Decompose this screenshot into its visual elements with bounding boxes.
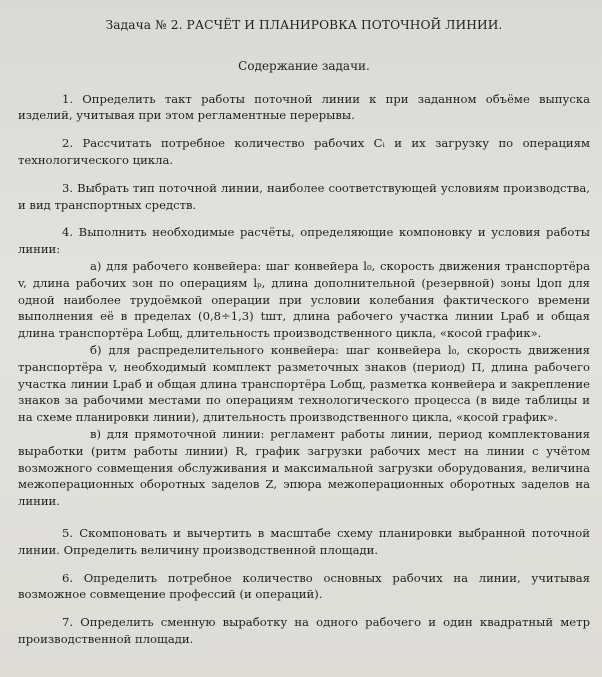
document-title: Задача № 2. РАСЧЁТ И ПЛАНИРОВКА ПОТОЧНОЙ ЛИНИИ. <box>105 18 503 32</box>
task-item-4a: а) для рабочего конвейера: шаг конвейера l₀, скорость движения транспортёра v, длина рабочих зон по операциям lₚ, длина дополнительной (резервной) зоны lдоп для одной наиболее трудоёмкой операции при условии колебания фактического времени выполнения её в пределах (0,8÷1,3) tшт, длина рабочего участка линии Lраб и общая длина транспортёра Lобщ, длительность производственного цикла, «косой график». <box>18 258 590 341</box>
task-item-6: 6. Определить потребное количество основных рабочих на линии, учитывая возможное совмещение профессий (и операций). <box>18 570 590 602</box>
task-item-3: 3. Выбрать тип поточной линии, наиболее соответствующей условиям производства, и вид транспортных средств. <box>18 180 590 212</box>
task-item-7: 7. Определить сменную выработку на одного рабочего и один квадратный метр производственной площади. <box>18 615 590 646</box>
document-subtitle: Содержание задачи. <box>238 58 370 73</box>
task-item-2: 2. Рассчитать потребное количество рабочих Cᵢ и их загрузку по операциям технологического цикла. <box>18 136 590 167</box>
task-item-4b: б) для распределительного конвейера: шаг конвейера l₀, скорость движения транспортёра v, необходимый комплект разметочных знаков (период) П, длина рабочего участка линии Lраб и общая длина транспортёра Lобщ, разметка конвейера и закрепление знаков за рабочими местами по операциям технологического процесса (в виде таблицы и на схеме планировки линии), длительность производственного цикла, «косой график». <box>18 342 590 425</box>
task-item-4c: в) для прямоточной линии: регламент работы линии, период комплектования выработки (ритм работы линии) R, график загрузки рабочих мест на линии с учётом возможного совмещения обслуживания и максимальной загрузки оборудования, величина межоперационных оборотных заделов Z, эпюра межоперационных оборотных заделов на линии. <box>18 426 590 509</box>
task-item-1: 1. Определить такт работы поточной линии к при заданном объёме выпуска изделий, учитывая при этом регламентные перерывы. <box>18 91 590 123</box>
task-item-4: 4. Выполнить необходимые расчёты, определяющие компоновку и условия работы линии: <box>18 225 590 257</box>
task-item-5: 5. Скомпоновать и вычертить в масштабе схему планировки выбранной поточной линии. Определить величину производственной площади. <box>18 525 590 557</box>
